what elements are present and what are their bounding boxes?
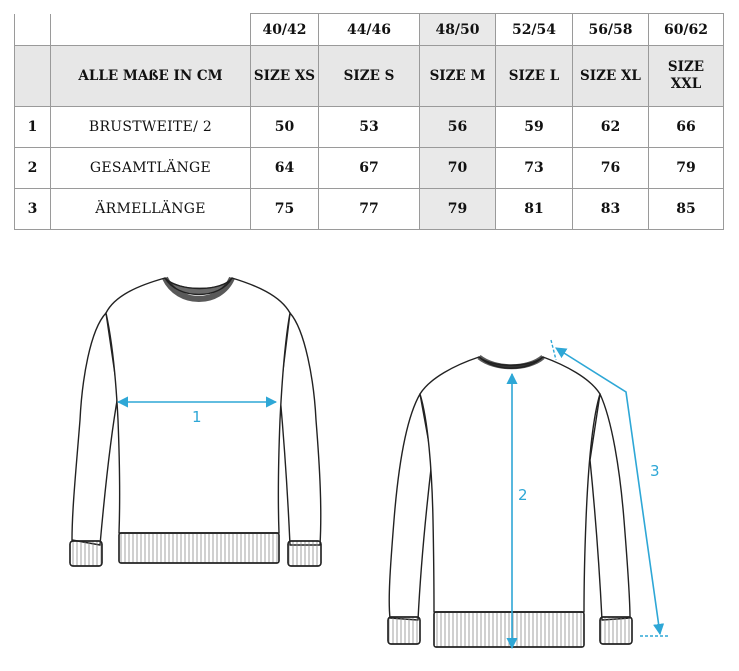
measure-value: 73 xyxy=(496,148,573,189)
size-header: SIZE XS xyxy=(251,46,319,107)
header-blank-cell xyxy=(15,46,51,107)
measure-value: 81 xyxy=(496,189,573,230)
row-number: 2 xyxy=(15,148,51,189)
measure-value: 62 xyxy=(573,107,649,148)
table-row xyxy=(15,148,724,189)
table-row xyxy=(15,107,724,148)
size-header: SIZE M xyxy=(420,46,496,107)
size-header-row xyxy=(15,46,724,107)
row-number: 1 xyxy=(15,107,51,148)
size-header: SIZE XXL xyxy=(649,46,724,107)
sleeve-length-label: 3 xyxy=(650,462,660,480)
measure-value: 59 xyxy=(496,107,573,148)
measure-value: 79 xyxy=(420,189,496,230)
corner-cell-label xyxy=(51,14,251,46)
measure-value: 66 xyxy=(649,107,724,148)
size-header: SIZE S xyxy=(319,46,420,107)
size-code: 56/58 xyxy=(573,14,649,46)
measure-value: 79 xyxy=(649,148,724,189)
measure-label: GESAMTLÄNGE xyxy=(51,148,251,189)
sweater-measurement-illustration xyxy=(0,250,739,671)
measure-value: 76 xyxy=(573,148,649,189)
size-header: SIZE L xyxy=(496,46,573,107)
measure-value: 50 xyxy=(251,107,319,148)
size-code-row xyxy=(15,14,724,46)
row-number: 3 xyxy=(15,189,51,230)
size-chart-table xyxy=(14,13,724,230)
measure-value: 85 xyxy=(649,189,724,230)
sleeve-start-tick xyxy=(551,340,556,360)
chest-width-label: 1 xyxy=(192,408,202,426)
size-code: 52/54 xyxy=(496,14,573,46)
measure-value: 77 xyxy=(319,189,420,230)
measure-value: 83 xyxy=(573,189,649,230)
measure-value: 67 xyxy=(319,148,420,189)
size-code: 60/62 xyxy=(649,14,724,46)
size-header: SIZE XL xyxy=(573,46,649,107)
measure-value: 56 xyxy=(420,107,496,148)
measure-value: 75 xyxy=(251,189,319,230)
back-sweater-drawing xyxy=(388,357,632,647)
measure-label: BRUSTWEITE/ 2 xyxy=(51,107,251,148)
total-length-label: 2 xyxy=(518,486,528,504)
size-code: 40/42 xyxy=(251,14,319,46)
measure-value: 53 xyxy=(319,107,420,148)
measure-unit-header: ALLE MAßE IN CM xyxy=(51,46,251,107)
measure-value: 64 xyxy=(251,148,319,189)
table-row xyxy=(15,189,724,230)
size-code: 44/46 xyxy=(319,14,420,46)
corner-cell xyxy=(15,14,51,46)
size-code: 48/50 xyxy=(420,14,496,46)
measure-value: 70 xyxy=(420,148,496,189)
measure-label: ÄRMELLÄNGE xyxy=(51,189,251,230)
